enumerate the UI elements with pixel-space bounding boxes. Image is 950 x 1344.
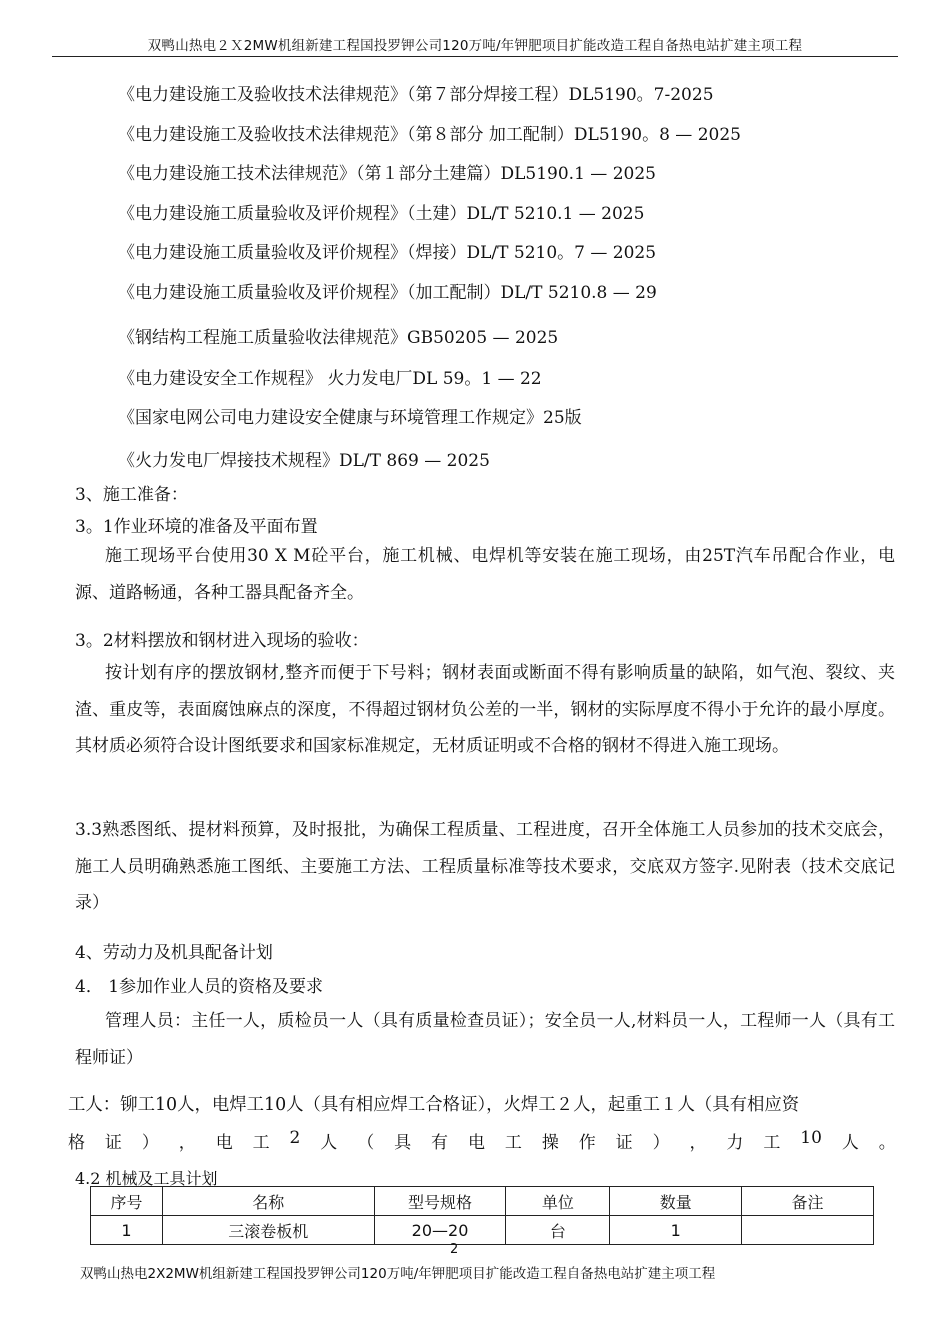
- page-number: 2: [450, 1242, 459, 1257]
- workers-char: 力: [726, 1133, 744, 1153]
- table-cell: 三滚卷板机: [162, 1216, 374, 1245]
- workers-char: 。: [878, 1133, 896, 1153]
- standard-item: 《钢结构工程施工质量验收法律规范》GB50205 — 2025: [118, 328, 559, 348]
- workers-char: 工: [763, 1133, 781, 1153]
- workers-char: ，: [689, 1133, 707, 1153]
- section-4-1-heading: 4． 1参加作业人员的资格及要求: [75, 977, 324, 997]
- workers-char: 工: [252, 1133, 270, 1153]
- workers-char: 人: [320, 1133, 338, 1153]
- workers-char: 人: [841, 1133, 859, 1153]
- workers-char: 作: [578, 1133, 596, 1153]
- page-footer: 双鸭山热电2X2MW机组新建工程国投罗钾公司120万吨/年钾肥项目扩能改造工程自备热电站扩建主项工程: [80, 1266, 716, 1282]
- workers-char: 电: [467, 1133, 485, 1153]
- workers-char: ）: [652, 1133, 670, 1153]
- workers-char: 证: [615, 1133, 633, 1153]
- standard-item: 《电力建设施工质量验收及评价规程》（焊接）DL/T 5210。7 — 2025: [118, 243, 657, 263]
- workers-char: 证: [104, 1133, 122, 1153]
- column-header: 序号: [91, 1187, 163, 1216]
- standard-item: 《电力建设施工技术法律规范》（第１部分土建篇）DL5190.1 — 2025: [118, 164, 656, 184]
- workers-char: 2: [289, 1128, 301, 1148]
- page-header: 双鸭山热电２Ｘ2MW机组新建工程国投罗钾公司120万吨/年钾肥项目扩能改造工程自备热电站扩建主项工程: [52, 34, 898, 57]
- standard-item: 《电力建设安全工作规程》 火力发电厂DL 59。1 — 22: [118, 369, 542, 389]
- section-3-heading: 3、施工准备：: [75, 485, 188, 505]
- standard-item: 《电力建设施工及验收技术法律规范》（第８部分 加工配制）DL5190。8 — 2025: [118, 125, 741, 145]
- workers-char: 具: [394, 1133, 412, 1153]
- standard-item: 《火力发电厂焊接技术规程》DL/T 869 — 2025: [118, 451, 490, 471]
- section-4-2-heading: 4.2 机械及工具计划: [75, 1169, 218, 1188]
- column-header: 备注: [742, 1187, 874, 1216]
- column-header: 数量: [610, 1187, 742, 1216]
- workers-char: 电: [215, 1133, 233, 1153]
- workers-char: 10: [800, 1128, 822, 1148]
- managers-text: 管理人员：主任一人，质检员一人（具有质量检查员证）；安全员一人,材料员一人，工程师一人（具有工程师证）: [75, 1011, 895, 1068]
- workers-text-line2: [68, 1128, 896, 1153]
- standard-item: 《电力建设施工质量验收及评价规程》（加工配制）DL/T 5210.8 — 29: [118, 283, 657, 303]
- standard-item: 《国家电网公司电力建设安全健康与环境管理工作规定》25版: [118, 408, 582, 428]
- standard-item: 《电力建设施工质量验收及评价规程》（土建）DL/T 5210.1 — 2025: [118, 204, 645, 224]
- section-3-2-heading: 3。2材料摆放和钢材进入现场的验收：: [75, 631, 369, 651]
- table-cell: 20—20: [374, 1216, 506, 1245]
- workers-char: ，: [178, 1133, 196, 1153]
- standard-item: 《电力建设施工及验收技术法律规范》（第７部分焊接工程）DL5190。7-2025: [118, 85, 714, 105]
- workers-char: 格: [68, 1133, 85, 1153]
- workers-char: 有: [431, 1133, 449, 1153]
- section-4-heading: 4、劳动力及机具配备计划: [75, 943, 273, 963]
- section-3-3-text: 3.3熟悉图纸、提材料预算，及时报批，为确保工程质量、工程进度，召开全体施工人员参加的技术交底会，施工人员明确熟悉施工图纸、主要施工方法、工程质量标准等技术要求，交底双方签字.见附表（技术交底记录）: [75, 820, 895, 913]
- workers-char: ）: [141, 1133, 159, 1153]
- table-cell: 1: [91, 1216, 163, 1245]
- workers-char: 工: [504, 1133, 522, 1153]
- tools-table: [90, 1186, 874, 1245]
- table-header-row: [91, 1187, 874, 1216]
- section-3-1-heading: 3。1作业环境的准备及平面布置: [75, 517, 318, 537]
- workers-char: 操: [541, 1133, 559, 1153]
- table-row: [91, 1216, 874, 1245]
- table-cell: 台: [506, 1216, 610, 1245]
- table-cell: 1: [610, 1216, 742, 1245]
- section-3-2-text: 按计划有序的摆放钢材,整齐而便于下号料；钢材表面或断面不得有影响质量的缺陷，如气泡、裂纹、夹渣、重皮等，表面腐蚀麻点的深度，不得超过钢材负公差的一半，钢材的实际厚度不得小于允许的最小厚度。其材质必须符合设计图纸要求和国家标准规定，无材质证明或不合格的钢材不得进入施工现场。: [75, 663, 895, 756]
- workers-text-line1: 工人：铆工10人，电焊工10人（具有相应焊工合格证），火焊工２人，起重工１人（具有相应资: [68, 1095, 800, 1115]
- column-header: 型号规格: [374, 1187, 506, 1216]
- workers-char: （: [357, 1133, 375, 1153]
- table-cell: [742, 1216, 874, 1245]
- section-3-1-text: 施工现场平台使用30 X M砼平台，施工机械、电焊机等安装在施工现场，由25T汽车吊配合作业，电源、道路畅通，各种工器具配备齐全。: [75, 546, 895, 603]
- column-header: 名称: [162, 1187, 374, 1216]
- column-header: 单位: [506, 1187, 610, 1216]
